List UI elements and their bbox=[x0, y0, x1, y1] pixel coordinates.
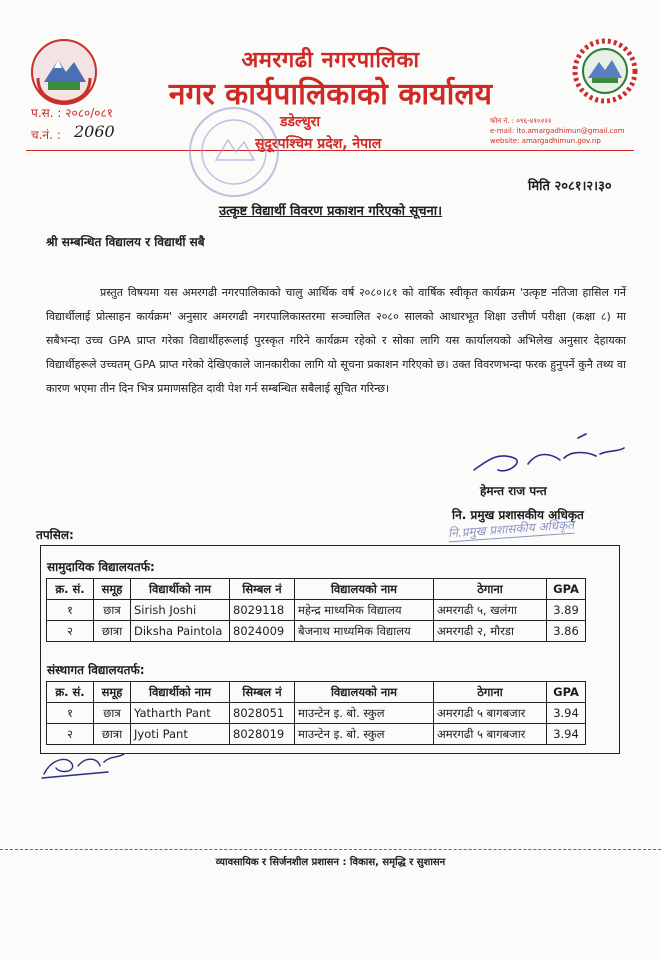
handwritten-signature bbox=[468, 430, 628, 480]
col-group: समूह bbox=[94, 682, 131, 703]
cell-address: अमरगढी २, मौरडा bbox=[434, 621, 547, 642]
table-row bbox=[47, 621, 586, 642]
website: website: amargadhimun.gov.np bbox=[490, 137, 601, 145]
cell-symbol: 8028019 bbox=[230, 724, 295, 745]
email: e-mail: ito.amargadhimun@gmail.com bbox=[490, 127, 625, 135]
cell-symbol: 8029118 bbox=[230, 600, 295, 621]
notice-paragraph bbox=[46, 281, 626, 401]
col-sn: क्र. सं. bbox=[47, 682, 94, 703]
province-name: सुदूरपश्चिम प्रदेश, नेपाल bbox=[255, 136, 382, 152]
header-divider bbox=[26, 150, 634, 151]
cell-name: Yatharth Pant bbox=[131, 703, 230, 724]
notice-text: प्रस्तुत विषयमा यस अमरगढी नगरपालिकाको चालु आर्थिक वर्ष २०८०।८१ को वार्षिक स्वीकृत कार्यक्रम 'उत्कृष्ट नतिजा हासिल गर्ने विद्यार्थीलाई प्रोत्साहन कार्यक्रम' अनुसार अमरगढी नगरपालिकास्तरमा सञ्चालित २०८० सालको आधारभूत शिक्षा उत्तीर्ण परीक्षा (कक्षा ८) मा सबैभन्दा उच्च GPA प्राप्त गरेका विद्यार्थीहरूलाई पुरस्कृत गरिने कार्यक्रम रहेको र सोका लागि यस कार्यालयको अभिलेख अनुसार देहायका विद्यार्थीहरूले उच्चतम् GPA प्राप्त गरेको देखिएकाले जानकारीका लागि यो सूचना प्रकाशन गरिएको छ। उक्त विवरणभन्दा फरक हुनुपर्ने कुनै तथ्य वा कारण भएमा तीन दिन भित्र प्रमाणसहित दावी पेश गर्न सम्बन्धित सबैलाई सूचित गरिन्छ। bbox=[46, 286, 626, 395]
cell-gpa: 3.94 bbox=[547, 724, 586, 745]
table-header-row bbox=[47, 579, 586, 600]
cell-name: Sirish Joshi bbox=[131, 600, 230, 621]
letter-subject: उत्कृष्ट विद्यार्थी विवरण प्रकाशन गरिएको सूचना। bbox=[218, 204, 443, 219]
cell-school: बैजनाथ माध्यमिक विद्यालय bbox=[295, 621, 434, 642]
cell-group: छात्रा bbox=[94, 724, 131, 745]
cell-address: अमरगढी ५, खलंगा bbox=[434, 600, 547, 621]
letter-number: प.स. : २०८०/०८१ bbox=[31, 106, 113, 120]
cell-symbol: 8028051 bbox=[230, 703, 295, 724]
signatory-name: हेमन्त राज पन्त bbox=[480, 484, 547, 498]
cell-sn: २ bbox=[47, 621, 94, 642]
institutional-schools-heading: संस्थागत विद्यालयतर्फ: bbox=[47, 663, 145, 677]
footer-divider bbox=[0, 849, 661, 850]
handwritten-initials bbox=[38, 748, 128, 780]
col-sn: क्र. सं. bbox=[47, 579, 94, 600]
phone: फोन नं. : ०९६-४१०२२२ bbox=[490, 117, 552, 125]
letter-date: मिति २०८१।२।३० bbox=[528, 179, 612, 194]
col-address: ठेगाना bbox=[434, 579, 547, 600]
table-row bbox=[47, 703, 586, 724]
table-header-row bbox=[47, 682, 586, 703]
col-symbol: सिम्बल नं bbox=[230, 579, 295, 600]
cell-address: अमरगढी ५ बागबजार bbox=[434, 724, 547, 745]
cell-address: अमरगढी ५ बागबजार bbox=[434, 703, 547, 724]
table-row bbox=[47, 724, 586, 745]
col-school: विद्यालयको नाम bbox=[295, 579, 434, 600]
col-group: समूह bbox=[94, 579, 131, 600]
details-label: तपसिल: bbox=[36, 528, 74, 542]
office-stamp bbox=[186, 104, 282, 200]
col-gpa: GPA bbox=[547, 579, 586, 600]
cell-name: Jyoti Pant bbox=[131, 724, 230, 745]
designation-stamp: नि.प्रमुख प्रशासकीय अधिकृत bbox=[447, 517, 575, 541]
col-symbol: सिम्बल नं bbox=[230, 682, 295, 703]
cell-gpa: 3.94 bbox=[547, 703, 586, 724]
cell-group: छात्र bbox=[94, 600, 131, 621]
cell-school: माउन्टेन इ. बो. स्कुल bbox=[295, 724, 434, 745]
community-schools-heading: सामुदायिक विद्यालयतर्फ: bbox=[47, 560, 155, 574]
cell-gpa: 3.86 bbox=[547, 621, 586, 642]
contact-info bbox=[490, 116, 625, 146]
cell-name: Diksha Paintola bbox=[131, 621, 230, 642]
dispatch-number-label: च.नं. : bbox=[31, 128, 61, 142]
cell-school: महेन्द्र माध्यमिक विद्यालय bbox=[295, 600, 434, 621]
dispatch-number-value: 2060 bbox=[74, 122, 115, 141]
district-name: डडेल्धुरा bbox=[280, 114, 320, 130]
office-name: नगर कार्यपालिकाको कार्यालय bbox=[168, 77, 493, 112]
col-name: विद्यार्थीको नाम bbox=[131, 682, 230, 703]
org-name: अमरगढी नगरपालिका bbox=[241, 48, 420, 73]
col-address: ठेगाना bbox=[434, 682, 547, 703]
cell-sn: १ bbox=[47, 600, 94, 621]
institutional-schools-table bbox=[46, 681, 586, 745]
cell-school: माउन्टेन इ. बो. स्कुल bbox=[295, 703, 434, 724]
cell-group: छात्र bbox=[94, 703, 131, 724]
cell-gpa: 3.89 bbox=[547, 600, 586, 621]
cell-symbol: 8024009 bbox=[230, 621, 295, 642]
col-gpa: GPA bbox=[547, 682, 586, 703]
col-school: विद्यालयको नाम bbox=[295, 682, 434, 703]
cell-group: छात्रा bbox=[94, 621, 131, 642]
salutation: श्री सम्बन्धित विद्यालय र विद्यार्थी सबै bbox=[46, 235, 205, 249]
footer-slogan: व्यावसायिक र सिर्जनशील प्रशासन : विकास, समृद्धि र सुशासन bbox=[215, 857, 446, 868]
cell-sn: २ bbox=[47, 724, 94, 745]
community-schools-table bbox=[46, 578, 586, 642]
cell-sn: १ bbox=[47, 703, 94, 724]
signatory-title: नि. प्रमुख प्रशासकीय अधिकृत bbox=[452, 508, 584, 522]
col-name: विद्यार्थीको नाम bbox=[131, 579, 230, 600]
table-row bbox=[47, 600, 586, 621]
